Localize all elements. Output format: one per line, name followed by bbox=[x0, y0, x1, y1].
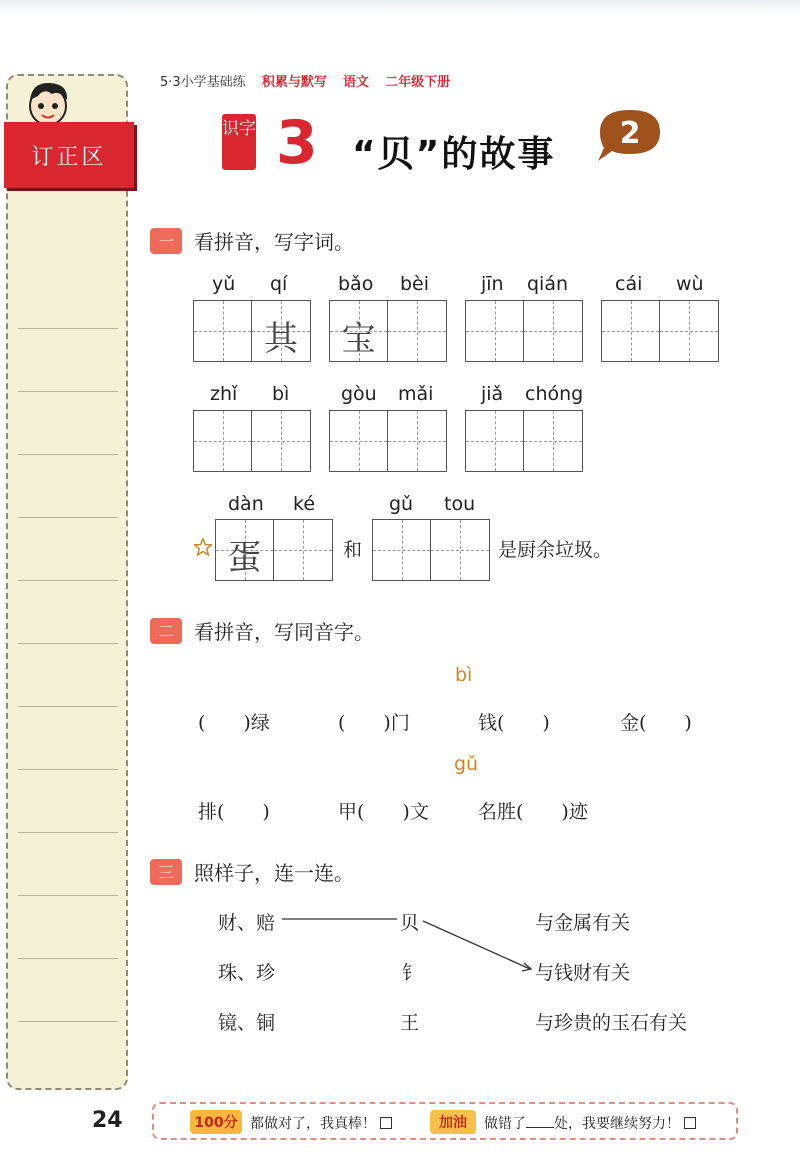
fill-blank-item[interactable]: ( )门 bbox=[338, 712, 410, 734]
fill-blank-item[interactable]: 排( ) bbox=[198, 801, 270, 823]
section-2-number: 二 bbox=[150, 618, 182, 644]
grid-cell[interactable] bbox=[373, 520, 431, 580]
grid-cell[interactable]: 蛋 bbox=[216, 520, 274, 580]
pinyin: qí bbox=[270, 273, 288, 295]
subject-name: 语文 bbox=[342, 75, 369, 90]
checkbox-good[interactable] bbox=[380, 1117, 392, 1129]
pinyin: jiǎ bbox=[481, 383, 504, 405]
writing-grid[interactable] bbox=[193, 410, 311, 472]
lesson-number: 3 bbox=[276, 108, 318, 178]
pinyin: bèi bbox=[400, 273, 430, 295]
book-header bbox=[160, 71, 450, 90]
self-check-bar bbox=[152, 1102, 738, 1140]
section-2-header bbox=[150, 616, 374, 645]
writing-grid[interactable] bbox=[329, 410, 447, 472]
mascot-icon bbox=[22, 78, 74, 128]
match-left-item[interactable]: 镜、铜 bbox=[218, 1012, 276, 1034]
pinyin: mǎi bbox=[398, 383, 434, 405]
section-1-number: 一 bbox=[150, 228, 182, 254]
match-right-item[interactable]: 与钱财有关 bbox=[535, 962, 631, 984]
connector-text: 和 bbox=[343, 539, 363, 561]
grid-cell[interactable] bbox=[602, 301, 660, 361]
speech-bubble-icon bbox=[592, 106, 664, 164]
pinyin: wù bbox=[676, 273, 704, 295]
pinyin: jīn bbox=[481, 273, 504, 295]
sidebar-ruled-lines bbox=[18, 266, 118, 1058]
arrowhead bbox=[522, 963, 531, 971]
grid-cell[interactable] bbox=[194, 301, 252, 361]
series-name: 5·3小学基础练 bbox=[160, 75, 246, 90]
pinyin: dàn bbox=[228, 493, 264, 515]
self-check-errors: 做错了 处，我要继续努力！ bbox=[484, 1113, 696, 1133]
grid-cell[interactable] bbox=[252, 411, 310, 471]
pinyin: zhǐ bbox=[210, 383, 238, 405]
match-line-example-right bbox=[423, 921, 530, 969]
writing-grid[interactable] bbox=[465, 410, 583, 472]
pinyin-hint: bì bbox=[455, 664, 473, 686]
pinyin: cái bbox=[615, 273, 643, 295]
grid-cell[interactable] bbox=[274, 520, 332, 580]
page-number: 24 bbox=[92, 1108, 123, 1133]
pinyin: ké bbox=[293, 493, 316, 515]
fill-blank-item[interactable]: 钱( ) bbox=[478, 712, 550, 734]
grid-cell[interactable]: 宝 bbox=[330, 301, 388, 361]
section-1-title: 看拼音，写字词。 bbox=[194, 230, 354, 254]
writing-grid[interactable] bbox=[465, 300, 583, 362]
top-strip bbox=[0, 0, 800, 14]
grid-cell[interactable] bbox=[194, 411, 252, 471]
grid-cell[interactable] bbox=[524, 301, 582, 361]
cheer-badge: 加油 bbox=[430, 1110, 476, 1134]
pinyin: bǎo bbox=[338, 273, 374, 295]
pinyin: qián bbox=[527, 273, 569, 295]
fill-blank-item[interactable]: 甲( )文 bbox=[338, 801, 429, 823]
lesson-type-badge: 识字 bbox=[222, 114, 256, 170]
section-3-header bbox=[150, 857, 354, 886]
grid-cell[interactable] bbox=[330, 411, 388, 471]
section-3-title: 照样子，连一连。 bbox=[194, 861, 354, 885]
lesson-part-number: 2 bbox=[619, 116, 641, 151]
pinyin: yǔ bbox=[212, 273, 236, 295]
match-left-item[interactable]: 财、赔 bbox=[218, 912, 276, 934]
match-right-item[interactable]: 与珍贵的玉石有关 bbox=[535, 1012, 688, 1034]
writing-grid[interactable] bbox=[372, 519, 490, 581]
writing-grid[interactable] bbox=[193, 300, 311, 362]
pinyin: gǔ bbox=[389, 493, 414, 515]
writing-grid[interactable] bbox=[215, 519, 333, 581]
writing-grid[interactable] bbox=[601, 300, 719, 362]
sentence-end: 是厨余垃圾。 bbox=[498, 539, 613, 561]
star-icon bbox=[194, 538, 212, 556]
score-100-badge: 100分 bbox=[190, 1110, 242, 1134]
book-name: 积累与默写 bbox=[261, 75, 327, 90]
correction-sidebar bbox=[6, 74, 128, 1090]
grid-cell[interactable] bbox=[388, 301, 446, 361]
writing-grid[interactable] bbox=[329, 300, 447, 362]
correction-banner: 订正区 bbox=[4, 122, 134, 188]
grid-cell[interactable] bbox=[431, 520, 489, 580]
match-right-item[interactable]: 与金属有关 bbox=[535, 912, 631, 934]
match-middle-item[interactable]: 钅 bbox=[402, 962, 422, 984]
pinyin: chóng bbox=[525, 383, 584, 405]
pinyin: tou bbox=[444, 493, 476, 515]
checkbox-errors[interactable] bbox=[684, 1117, 696, 1129]
match-middle-item[interactable]: 王 bbox=[400, 1012, 420, 1034]
grid-cell[interactable] bbox=[524, 411, 582, 471]
grade-name: 二年级下册 bbox=[385, 75, 451, 90]
pinyin-hint: gǔ bbox=[454, 753, 479, 775]
fill-blank-item[interactable]: 名胜( )迹 bbox=[478, 801, 588, 823]
match-middle-item[interactable]: 贝 bbox=[400, 912, 420, 934]
error-count-blank[interactable] bbox=[526, 1127, 554, 1128]
section-3-number: 三 bbox=[150, 859, 182, 885]
section-2-title: 看拼音，写同音字。 bbox=[194, 620, 374, 644]
lesson-title: “贝”的故事 bbox=[352, 134, 556, 175]
grid-cell[interactable] bbox=[466, 301, 524, 361]
section-1-header bbox=[150, 226, 354, 255]
fill-blank-item[interactable]: 金( ) bbox=[620, 712, 692, 734]
pinyin: bì bbox=[272, 383, 290, 405]
fill-blank-item[interactable]: ( )绿 bbox=[198, 712, 270, 734]
grid-cell[interactable]: 其 bbox=[252, 301, 310, 361]
grid-cell[interactable] bbox=[660, 301, 718, 361]
grid-cell[interactable] bbox=[466, 411, 524, 471]
self-check-good: 都做对了，我真棒！ bbox=[250, 1113, 392, 1133]
grid-cell[interactable] bbox=[388, 411, 446, 471]
match-left-item[interactable]: 珠、珍 bbox=[218, 962, 276, 984]
pinyin: gòu bbox=[341, 383, 377, 405]
